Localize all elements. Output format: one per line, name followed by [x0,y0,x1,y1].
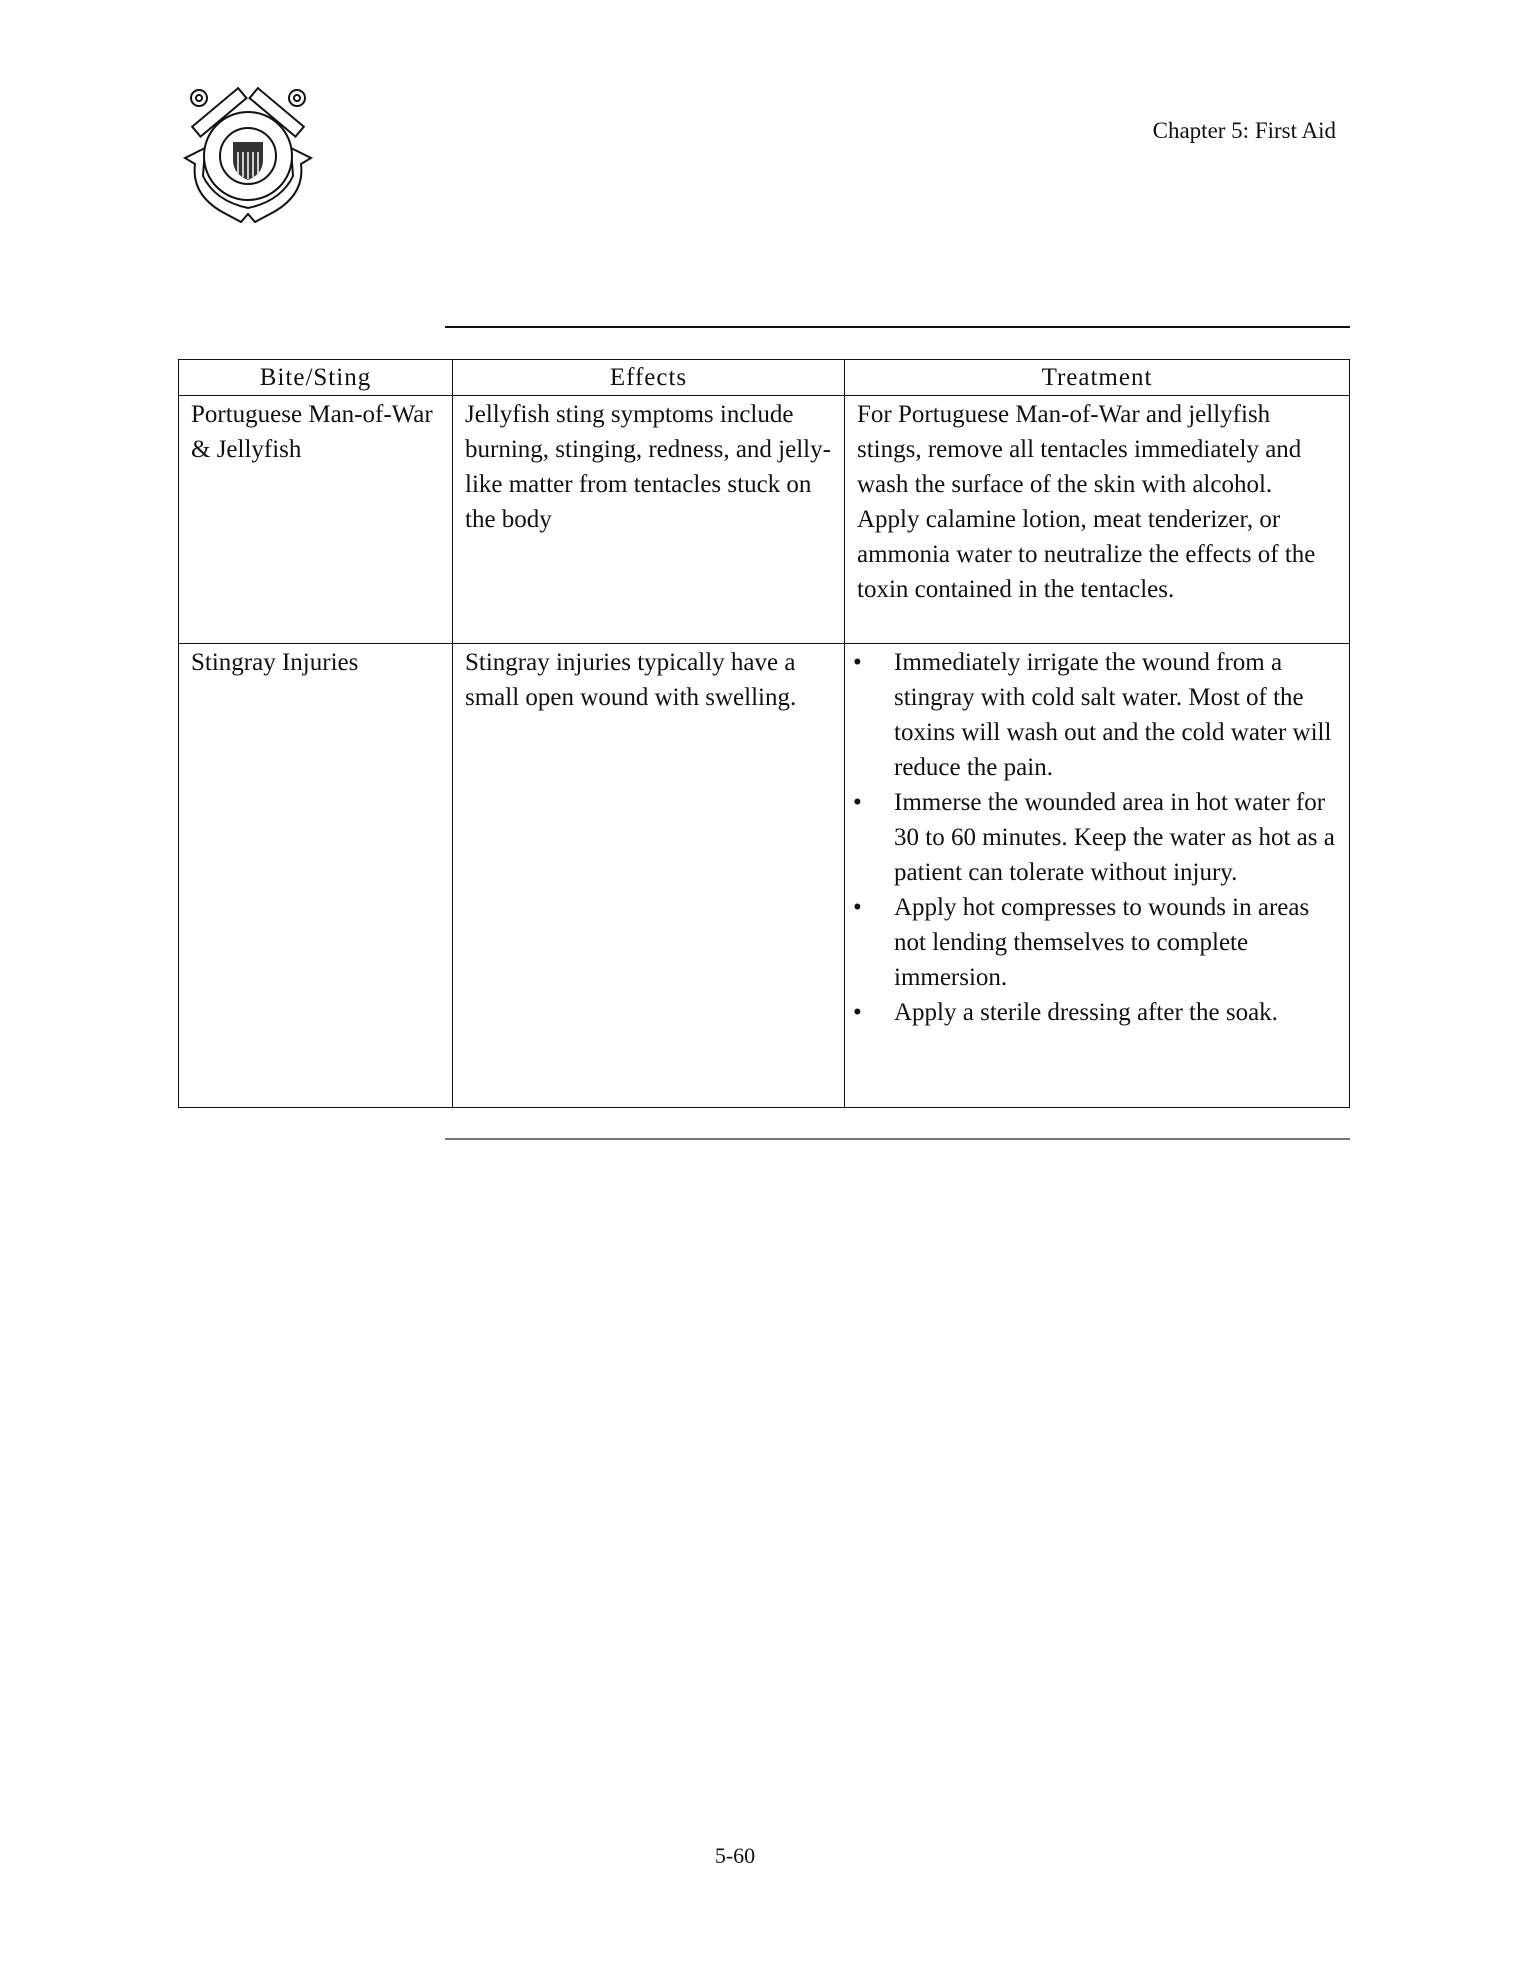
header-effects: Effects [453,360,845,396]
table-row [179,644,1350,1108]
effects-cell: Stingray injuries typically have a small open wound with swelling. [453,644,845,1108]
coast-guard-seal-logo [175,86,321,224]
top-rule [445,326,1350,328]
list-item: • Apply hot compresses to wounds in areas not lending themselves to complete immersion. [849,890,1337,995]
chapter-header: Chapter 5: First Aid [1152,118,1336,143]
bite-sting-table [178,359,1350,1108]
bite-cell: Portuguese Man-of-War & Jellyfish [179,396,453,644]
list-item: • Immerse the wounded area in hot water for 30 to 60 minutes. Keep the water as hot as a patient can tolerate without injury. [849,785,1337,890]
treatment-cell [845,644,1350,1108]
effects-cell: Jellyfish sting symptoms include burning, stinging, redness, and jelly-like matter from tentacles stuck on the body [453,396,845,644]
bullet-icon: • [853,789,862,816]
treatment-cell: For Portuguese Man-of-War and jellyfish stings, remove all tentacles immediately and wash the surface of the skin with alcohol. Apply calamine lotion, meat tenderizer, or ammonia water to neutralize the effects of the toxin contained in the tentacles. [845,396,1350,644]
header-treatment: Treatment [845,360,1350,396]
treatment-list [849,645,1337,1030]
list-item: • Immediately irrigate the wound from a stingray with cold salt water. Most of the toxins will wash out and the cold water will reduce the pain. [849,645,1337,785]
bullet-icon: • [853,894,862,921]
table-row [179,396,1350,644]
bottom-rule [445,1138,1350,1140]
page-number: 5-60 [714,1843,756,1868]
list-item: • Apply a sterile dressing after the soak. [849,995,1337,1030]
header-bite-sting: Bite/Sting [179,360,453,396]
bullet-icon: • [853,649,862,676]
bullet-icon: • [853,999,862,1026]
bite-cell: Stingray Injuries [179,644,453,1108]
table-header-row [179,360,1350,396]
